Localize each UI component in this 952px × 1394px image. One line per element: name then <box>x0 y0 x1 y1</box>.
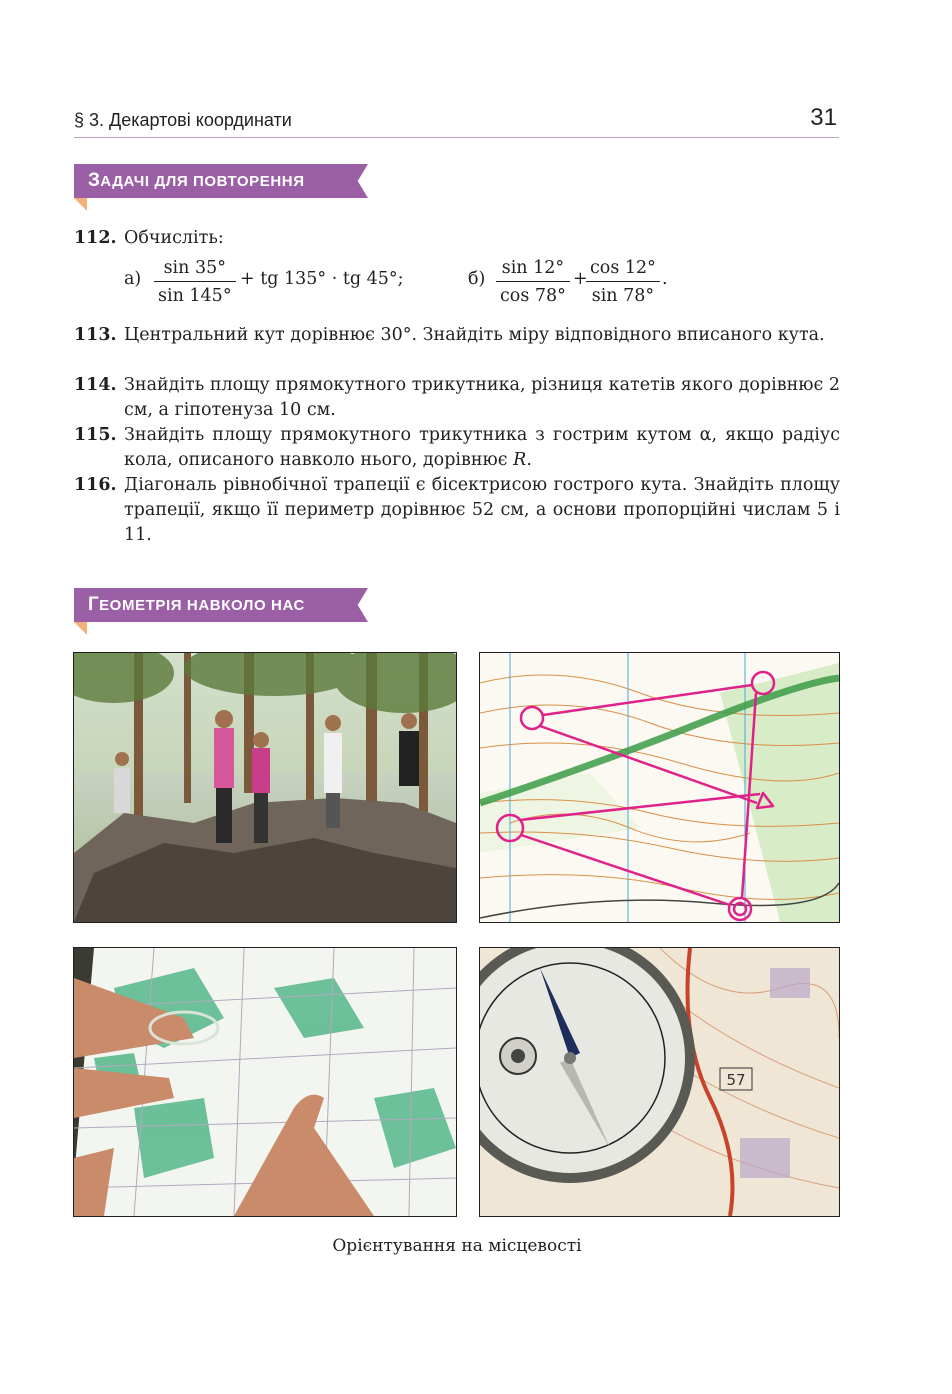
map-number-label: 57 <box>726 1071 746 1089</box>
formula-tail: + tg 135° · tg 45°; <box>240 269 404 289</box>
photo-compass-on-map <box>479 947 840 1217</box>
problem-number: 114. <box>74 375 117 395</box>
problem-text: Центральний кут дорівнює 30°. Знайдіть міру відповідного вписаного кута. <box>124 325 825 345</box>
problem-number: 116. <box>74 475 117 495</box>
problem-number: 113. <box>74 325 117 345</box>
problem-number: 112. <box>74 228 117 248</box>
banner-heading: ГЕОМЕТРІЯ НАВКОЛО НАС <box>88 594 305 615</box>
alpha-symbol: α <box>699 425 712 445</box>
problem-114 <box>74 373 840 423</box>
page-number: 31 <box>810 104 837 131</box>
radius-symbol: R <box>513 450 527 470</box>
problem-text: Обчисліть: <box>124 228 224 248</box>
problem-116 <box>74 473 840 548</box>
running-header <box>74 104 839 138</box>
banner-tab <box>74 622 87 635</box>
part-label-a: а) <box>124 269 142 289</box>
plus-sign: + <box>573 269 588 289</box>
problem-text: Знайдіть площу прямокутного трикутника, різниця катетів якого дорівнює 2 см, а гіпотенуза 10 см. <box>124 375 840 420</box>
fraction: $\frac{\cos 12^\circ}{\sin 78^\circ}$ <box>586 255 660 310</box>
photo-orienteering-map <box>479 652 840 923</box>
problem-112 <box>74 226 840 251</box>
photo-forest-orienteering <box>73 652 457 923</box>
figure-caption: Орієнтування на місцевості <box>332 1236 582 1256</box>
banner-heading: ЗАДАЧІ ДЛЯ ПОВТОРЕННЯ <box>88 170 305 191</box>
period: . <box>662 269 668 289</box>
fraction: $\frac{\sin 12^\circ}{\cos 78^\circ}$ <box>496 255 570 310</box>
problem-text: Знайдіть площу прямокутного трикутника з гострим кутом α, якщо радіус кола, описаного навколо нього, дорівнює R. <box>124 425 840 470</box>
problem-text: Діагональ рівнобічної трапеції є бісектрисою гострого кута. Знайдіть площу трапеції, якщо її периметр дорівнює 52 см, а основи пропорційні числам 5 і 11. <box>124 475 840 545</box>
problem-115 <box>74 423 840 473</box>
problem-113 <box>74 323 840 348</box>
section-title: § 3. Декартові координати <box>74 110 292 130</box>
fraction: $\frac{\sin 35^\circ}{\sin 145^\circ}$ <box>154 255 236 310</box>
banner-tab <box>74 198 87 211</box>
formula-112 <box>124 255 824 315</box>
part-label-b: б) <box>468 269 486 289</box>
photo-hands-on-map <box>73 947 457 1217</box>
problem-number: 115. <box>74 425 117 445</box>
